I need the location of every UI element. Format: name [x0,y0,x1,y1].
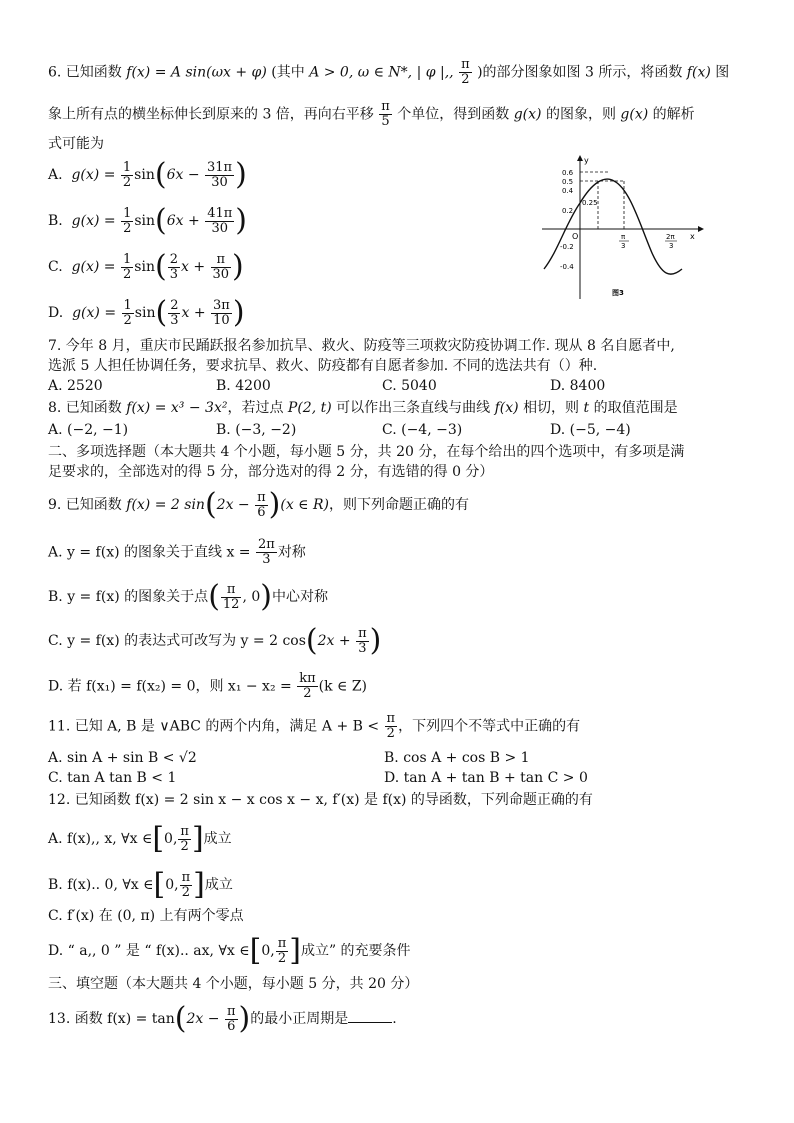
q9-option-c-text: C. y = f(x) 的表达式可改写为 y = 2 cos [48,633,306,649]
q8-text: 的取值范围是 [593,400,678,416]
interval-fraction: $\frac{\pi}{2}$ [181,869,191,900]
q8-text: 可以作出三条直线与曲线 [336,400,491,416]
q12-option-b-text: B. f(x).. 0, ∀x ∈ [48,877,154,893]
half-fraction: $\frac{1}{2}$ [123,205,132,236]
q11-text: ，下列四个不等式中正确的有 [398,718,581,735]
tick-x-pi3-den: 3 [621,242,626,250]
q8-text: 8. 已知函数 [48,400,122,416]
q9-text: ，则下列命题正确的有 [328,497,469,513]
q6-shift-fraction: $\frac{\pi}{5}$ [381,99,390,129]
sin-text: sin [134,167,155,183]
two-thirds-fraction: $\frac{2}{3}$ [169,251,178,282]
option-inner: 6x + [166,213,200,229]
q13-text: . [392,1011,397,1027]
q6-option-b: B. g(x) = $\frac{1}{2}$ sin(6x + $\frac{41\pi}{30}$ ) [48,203,248,238]
q9-option-c-fraction: $\frac{\pi}{3}$ [358,625,367,656]
figure-3-graph [538,153,706,301]
q12-option-a-text: A. f(x),, x, ∀x ∈ [48,831,153,847]
q9-inner: 2x − [216,497,250,513]
q12-option-b: B. f(x).. 0, ∀x ∈[0, $\frac{\pi}{2}$ ]成立 [48,867,233,902]
q6-stem-line2 [48,100,695,129]
q8-option-a: A. (−2, −1) [48,422,129,438]
section3-heading: 三、填空题（本大题共 4 个小题，每小题 5 分，共 20 分） [48,976,419,992]
sin-text: sin [134,259,155,275]
x-axis-label: x [690,232,695,241]
q12-option-b-text: 成立 [204,877,233,893]
origin-label: O [572,232,579,241]
section2-heading-line1: 二、多项选择题（本大题共 4 个小题，每小题 5 分，共 20 分，在每个给出的四个选项中，有多项是满 [48,444,685,460]
section2-heading-line2: 足要求的，全部选对的得 5 分，部分选对的得 2 分，有选错的得 0 分） [48,464,494,480]
tick-y-label: 0.4 [562,187,574,195]
q9-option-b-fraction: $\frac{\pi}{12}$ [222,581,240,612]
q9-option-b-text: , 0 [242,589,261,605]
q13-stem: 13. 函数 f(x) = tan(2x − $\frac{\pi}{6}$ )的最小正周期是 . [48,1001,397,1036]
q6-option-a: A. g(x) = $\frac{1}{2}$ sin(6x − $\frac{31\pi}{30}$ ) [48,157,247,192]
q8-function: f(x) = x³ − 3x² [126,400,228,416]
q7-option-c: C. 5040 [382,378,437,394]
q9-option-a-fraction: $\frac{2\pi}{3}$ [257,537,275,567]
option-fraction: $\frac{\pi}{30}$ [212,251,230,282]
half-fraction: $\frac{1}{2}$ [123,297,132,328]
q9-option-c: C. y = f(x) 的表达式可改写为 y = 2 cos(2x + $\frac{\pi}{3}$ ) [48,623,382,658]
q7-option-a: A. 2520 [48,378,103,394]
q6-text: 6. 已知函数 [48,64,122,81]
option-label: D. [48,305,64,321]
q9-option-a [48,538,306,567]
q9-option-b-text: 中心对称 [271,589,328,605]
q6-text: 象上所有点的横坐标伸长到原来的 3 倍，再向右平移 [48,106,374,123]
tick-y-label: 0.6 [562,169,574,177]
interval-start: 0, [164,831,178,847]
q7-option-b: B. 4200 [216,378,271,394]
q8-option-c: C. (−4, −3) [382,422,463,438]
q8-t: t [583,400,590,416]
option-inner: x + [181,305,206,321]
q9-option-a-text: 对称 [277,544,306,561]
q6-option-c: C. g(x) = $\frac{1}{2}$ sin( $\frac{2}{3}$ x + $\frac{\pi}{30}$ ) [48,249,244,284]
q6-fx: f(x) [686,64,711,81]
q6-text: )的部分图象如图 3 所示，将函数 [477,64,683,81]
q9-option-b-text: B. y = f(x) 的图象关于点 [48,589,209,605]
option-label: B. [48,213,63,229]
q8-text: 相切，则 [523,400,580,416]
q8-fx: f(x) [494,400,519,416]
interval-start: 0, [261,943,275,959]
tick-y-label: -0.2 [560,243,574,251]
q8-option-d: D. (−5, −4) [550,422,631,438]
q12-option-c: C. f′(x) 在 (0, π) 上有两个零点 [48,908,244,924]
q6-gx: g(x) [513,106,542,123]
option-expr: g(x) = [71,259,116,275]
tick-y-label: 0.2 [562,207,574,215]
q7-line1: 7. 今年 8 月，重庆市民踊跃报名参加抗旱、救火、防疫等三项救灾防疫协调工作. 现从 8 名自愿者中, [48,338,675,354]
q9-text: 9. 已知函数 [48,497,122,513]
q12-option-a: A. f(x),, x, ∀x ∈[0, $\frac{\pi}{2}$ ]成立 [48,821,232,856]
q9-fraction: $\frac{\pi}{6}$ [257,489,266,520]
y-axis-arrow [577,155,583,161]
q13-inner: 2x − [186,1011,220,1027]
q12-option-d: D. “ a,, 0 ” 是 “ f(x).. ax, ∀x ∈[0, $\frac{\pi}{2}$ ]成立” 的充要条件 [48,933,411,968]
sin-text: sin [134,305,156,321]
interval-fraction: $\frac{\pi}{2}$ [180,823,189,854]
sin-text: sin [134,213,156,229]
q11-text: 11. 已知 A, B 是 ∨ABC 的两个内角，满足 A + B < [48,718,380,735]
q9-option-c-inner: 2x + [317,633,351,649]
q12-option-d-text: 成立” 的充要条件 [300,943,411,959]
tick-y-label: 0.5 [562,178,574,186]
q6-text: (其中 [271,64,305,81]
half-fraction: $\frac{1}{2}$ [123,251,132,282]
q6-gx: g(x) [620,106,649,123]
option-label: C. [48,259,63,275]
answer-blank[interactable] [348,1008,392,1023]
tick-y-label: 0.25 [582,199,598,207]
q6-text: 的图象，则 [545,106,616,123]
tick-x-2pi3-den: 3 [669,242,674,250]
figure-caption: 图3 [612,289,624,297]
tick-y-label: -0.4 [560,263,574,271]
q8-stem [48,398,678,418]
q7-option-d: D. 8400 [550,378,606,394]
q9-option-d-fraction: $\frac{k\pi}{2}$ [299,671,316,701]
q6-text: 的解析 [652,106,695,123]
q9-option-a-text: A. y = f(x) 的图象关于直线 x = [48,544,251,561]
two-thirds-fraction: $\frac{2}{3}$ [170,297,179,328]
q8-text: ，若过点 [227,400,284,416]
q7-line2: 选派 5 人担任协调任务，要求抗旱、救火、防疫都有自愿者参加. 不同的选法共有（）种. [48,358,598,374]
q6-function: f(x) = A sin(ωx + φ) [126,64,267,81]
q11-stem [48,712,580,741]
q9-option-d [48,672,367,701]
option-inner: x + [180,259,206,275]
option-expr: g(x) = [71,213,116,229]
q12-stem: 12. 已知函数 f(x) = 2 sin x − x cos x − x, f′(x) 是 f(x) 的导函数，下列命题正确的有 [48,792,593,808]
q9-stem: 9. 已知函数 f(x) = 2 sin(2x − $\frac{\pi}{6}$ )(x ∈ R)，则下列命题正确的有 [48,487,469,522]
half-fraction: $\frac{1}{2}$ [122,159,132,190]
q6-option-d: D. g(x) = $\frac{1}{2}$ sin( $\frac{2}{3}$ x + $\frac{3\pi}{10}$ ) [48,295,245,330]
q6-stem-line3: 式可能为 [48,136,104,152]
interval-start: 0, [165,877,179,893]
q9-option-d-text: D. 若 f(x₁) = f(x₂) = 0，则 x₁ − x₂ = [48,678,292,695]
option-expr: g(x) = [71,167,116,183]
x-axis-arrow [698,226,704,232]
q6-stem-line1 [48,58,729,87]
q11-option-d: D. tan A + tan B + tan C > 0 [384,770,588,786]
q6-text: 图 [715,64,730,81]
option-fraction: $\frac{31\pi}{30}$ [207,159,233,190]
option-label: A. [48,167,63,183]
q13-text: 13. 函数 f(x) = tan [48,1011,175,1027]
q9-option-d-text: (k ∈ Z) [318,678,368,695]
tick-x-2pi3-num: 2π [666,233,675,241]
option-inner: 6x − [166,167,200,183]
q12-option-d-text: D. “ a,, 0 ” 是 “ f(x).. ax, ∀x ∈ [48,943,250,959]
q6-cond-fraction: $\frac{\pi}{2}$ [461,57,470,87]
q11-option-a: A. sin A + sin B < √2 [48,750,197,766]
q8-point: P(2, t) [287,400,332,416]
q6-text: 个单位，得到函数 [397,106,510,123]
y-axis-label: y [584,156,589,165]
q9-domain: (x ∈ R) [280,497,329,513]
interval-fraction: $\frac{\pi}{2}$ [277,935,287,966]
q13-text: 的最小正周期是 [250,1011,349,1027]
q12-option-a-text: 成立 [203,831,232,847]
option-fraction: $\frac{41\pi}{30}$ [207,205,233,236]
q13-fraction: $\frac{\pi}{6}$ [226,1003,236,1034]
tick-x-pi3-num: π [621,233,626,241]
option-expr: g(x) = [72,305,117,321]
q9-option-b: B. y = f(x) 的图象关于点( $\frac{\pi}{12}$ , 0)中心对称 [48,579,328,614]
q11-fraction: $\frac{\pi}{2}$ [386,711,396,741]
q8-option-b: B. (−3, −2) [216,422,297,438]
q9-function: f(x) = 2 sin [126,497,205,513]
q6-condition: A > 0, ω ∈ N*, | φ |,, [309,64,454,81]
q11-option-c: C. tan A tan B < 1 [48,770,177,786]
option-fraction: $\frac{3\pi}{10}$ [213,297,230,328]
q11-option-b: B. cos A + cos B > 1 [384,750,530,766]
